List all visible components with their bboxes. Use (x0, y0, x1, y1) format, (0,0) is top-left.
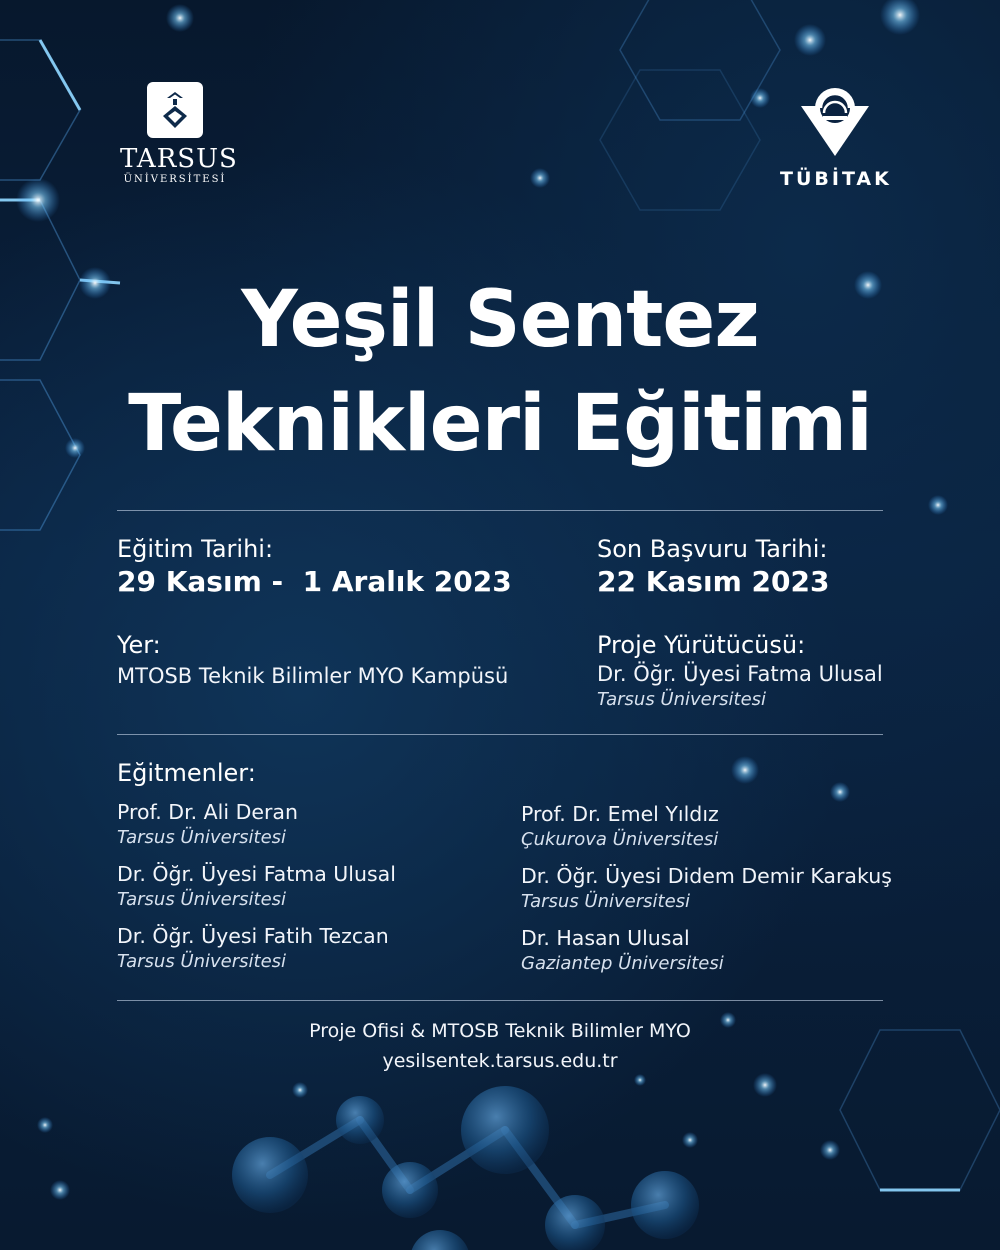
trainer-item (117, 922, 517, 984)
page-title (0, 268, 1000, 476)
trainer-affiliation: Gaziantep Üniversitesi (521, 953, 724, 974)
coordinator-name: Dr. Öğr. Üyesi Fatma Ulusal (597, 662, 883, 686)
tubitak-emblem-icon (795, 80, 875, 160)
deadline-block (597, 534, 829, 600)
training-date-label: Eğitim Tarihi: (117, 535, 274, 563)
venue-block (117, 630, 508, 690)
deadline-label: Son Başvuru Tarihi: (597, 535, 828, 563)
trainer-name: Dr. Öğr. Üyesi Fatma Ulusal (117, 862, 396, 886)
title-line-2: Teknikleri Eğitimi (128, 379, 872, 469)
trainer-item (521, 800, 941, 862)
title-line-1: Yeşil Sentez (241, 275, 759, 365)
trainer-affiliation: Tarsus Üniversitesi (521, 891, 691, 912)
footer (0, 1016, 1000, 1076)
trainer-name: Dr. Öğr. Üyesi Didem Demir Karakuş (521, 864, 892, 888)
trainer-affiliation: Tarsus Üniversitesi (117, 889, 287, 910)
divider-top (117, 510, 883, 511)
deadline-value: 22 Kasım 2023 (597, 565, 830, 598)
tarsus-university-emblem-icon (147, 82, 203, 138)
trainer-name: Dr. Öğr. Üyesi Fatih Tezcan (117, 924, 389, 948)
footer-website-link[interactable]: yesilsentek.tarsus.edu.tr (382, 1050, 618, 1072)
trainer-item (117, 860, 517, 922)
venue-label: Yer: (117, 631, 161, 659)
trainer-name: Prof. Dr. Emel Yıldız (521, 802, 719, 826)
trainers-label: Eğitmenler: (117, 759, 256, 787)
trainers-list-left (117, 798, 517, 984)
tarsus-university-logo (120, 82, 238, 185)
trainer-item (521, 862, 941, 924)
tarsus-logo-name: TARSUS (120, 144, 238, 174)
divider-middle (117, 734, 883, 735)
tubitak-logo (780, 80, 890, 190)
tubitak-logo-name: TÜBİTAK (780, 168, 892, 190)
trainers-list-right (521, 800, 941, 986)
trainer-affiliation: Çukurova Üniversitesi (521, 829, 719, 850)
training-date-value: 29 Kasım - 1 Aralık 2023 (117, 565, 512, 598)
venue-value: MTOSB Teknik Bilimler MYO Kampüsü (117, 664, 509, 688)
tarsus-logo-subtitle: ÜNİVERSİTESİ (123, 174, 227, 185)
trainer-affiliation: Tarsus Üniversitesi (117, 951, 287, 972)
coordinator-label: Proje Yürütücüsü: (597, 631, 806, 659)
coordinator-block (597, 630, 883, 712)
trainer-affiliation: Tarsus Üniversitesi (117, 827, 287, 848)
trainer-name: Dr. Hasan Ulusal (521, 926, 690, 950)
footer-organizer: Proje Ofisi & MTOSB Teknik Bilimler MYO (309, 1020, 691, 1042)
trainer-item (117, 798, 517, 860)
training-date-block (117, 534, 512, 600)
divider-bottom (117, 1000, 883, 1001)
trainer-name: Prof. Dr. Ali Deran (117, 800, 298, 824)
trainer-item (521, 924, 941, 986)
coordinator-affiliation: Tarsus Üniversitesi (597, 689, 767, 710)
